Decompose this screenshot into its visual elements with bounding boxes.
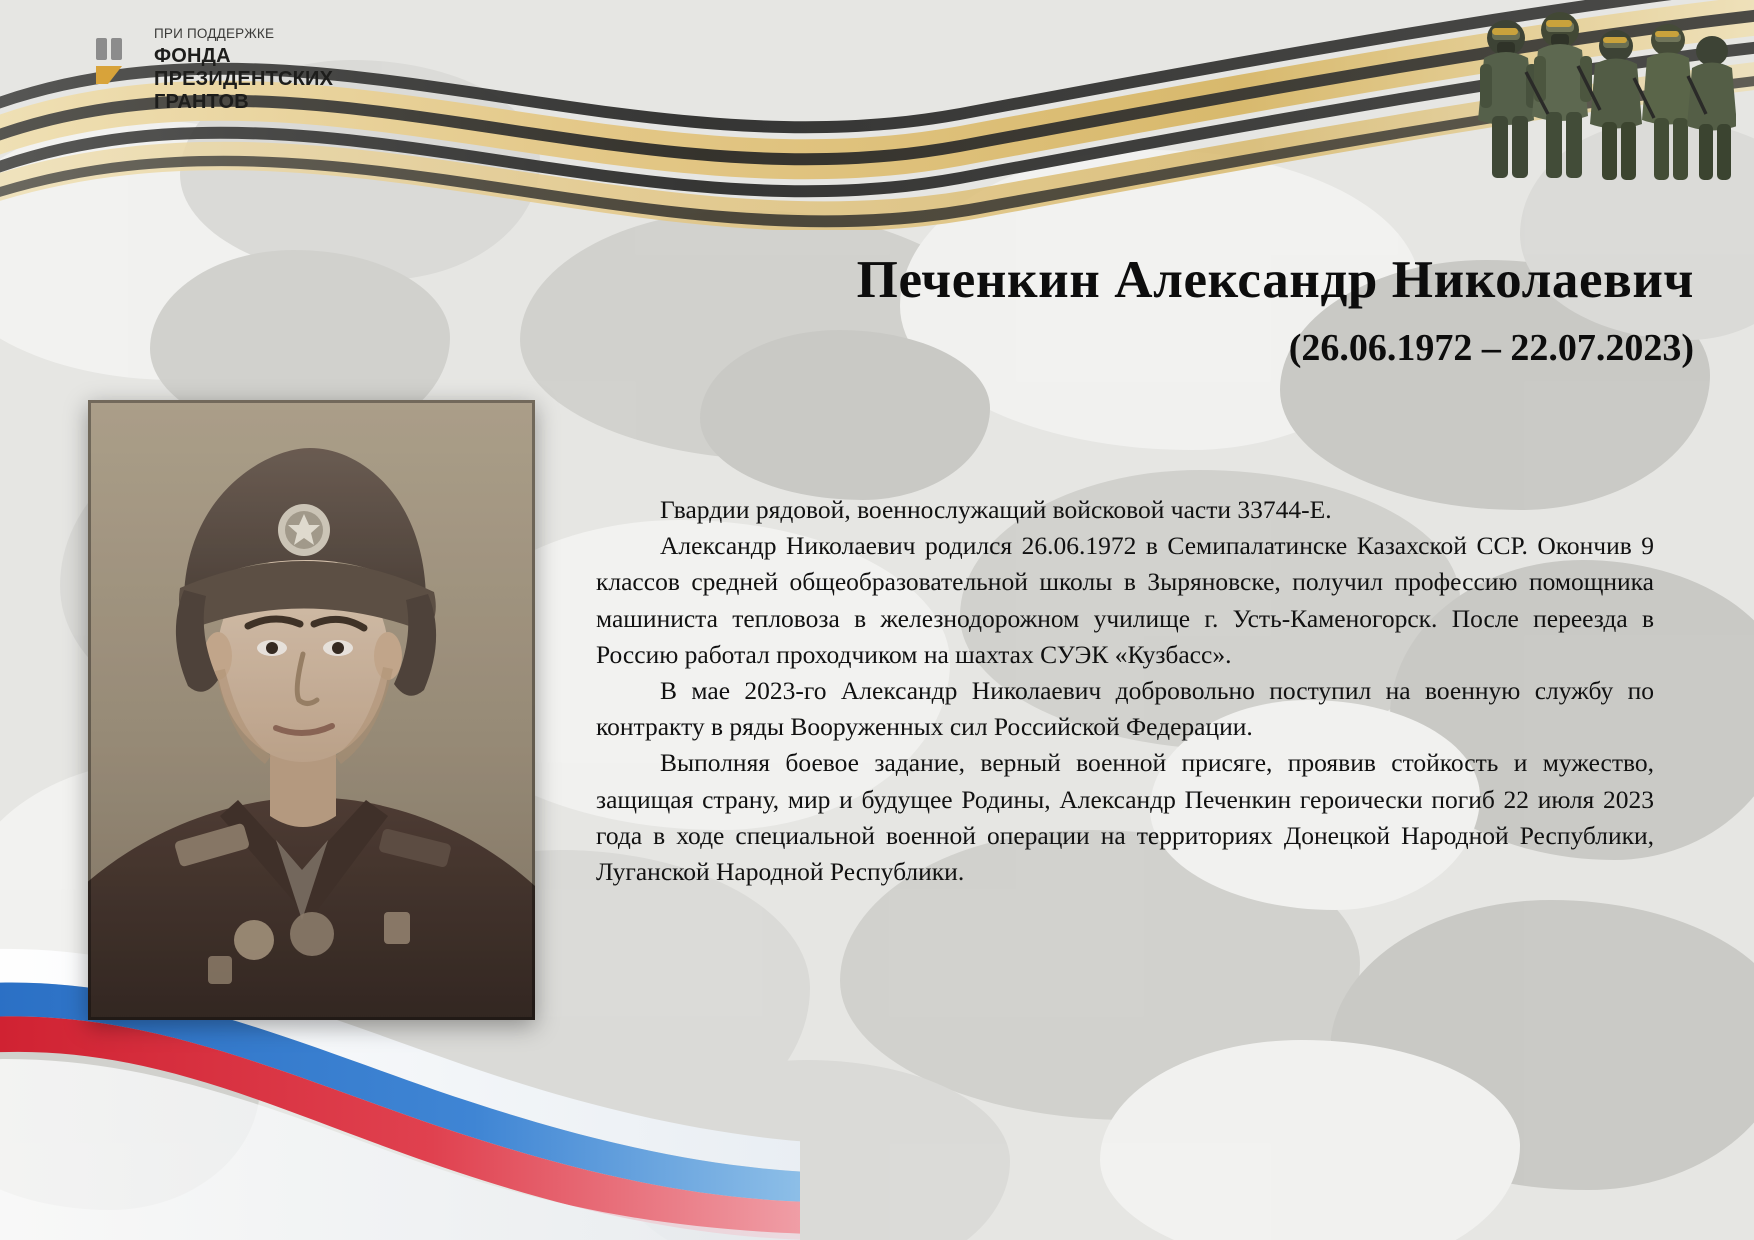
fund-logo-text	[154, 26, 333, 114]
fund-line-2: ПРЕЗИДЕНТСКИХ	[154, 67, 334, 90]
bio-paragraph-2: Александр Николаевич родился 26.06.1972 в Семипалатинске Казахской ССР. Окончив 9 классов средней общеобразовательной школы в Зыряновске, получил профессию помощника машиниста тепловоза в железнодорожном училище г. Усть-Каменогорск. После переезда в Россию работал проходчиком на шахтах СУЭК «Кузбасс».	[596, 531, 1654, 669]
fund-line-3: ГРАНТОВ	[154, 91, 249, 114]
soldiers-photo	[1474, 2, 1736, 192]
biography-text	[596, 492, 1654, 890]
fund-mark-icon	[96, 36, 140, 88]
presidential-grants-fund-logo	[96, 26, 333, 114]
fund-pre-label: ПРИ ПОДДЕРЖКЕ	[154, 26, 275, 41]
hero-heading	[494, 252, 1694, 370]
hero-name: Печенкин Александр Николаевич	[856, 251, 1694, 309]
bio-paragraph-3: В мае 2023-го Александр Николаевич добровольно поступил на военную службу по контракту в ряды Вооруженных сил Российской Федерации.	[596, 676, 1654, 742]
hero-dates: (26.06.1972 – 22.07.2023)	[1288, 327, 1694, 370]
fund-line-1: ФОНДА	[154, 44, 231, 67]
hero-portrait	[88, 400, 535, 1020]
bio-paragraph-1: Гвардии рядовой, военнослужащий войсковой части 33744-Е.	[660, 495, 1332, 524]
bio-paragraph-4: Выполняя боевое задание, верный военной присяге, проявив стойкость и мужество, защищая страну, мир и будущее Родины, Александр Печенкин героически погиб 22 июля 2023 года в ходе специальной военной операции на территориях Донецкой Народной Республики, Луганской Народной Республики.	[596, 748, 1654, 887]
